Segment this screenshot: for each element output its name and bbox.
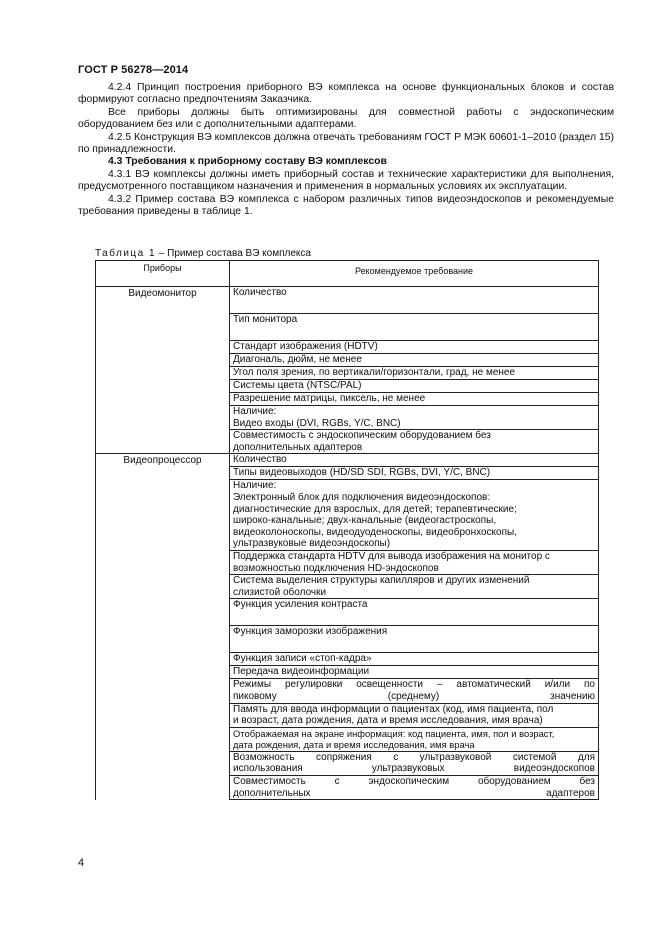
requirement-text: Тип монитора xyxy=(233,314,298,325)
table-header-row xyxy=(96,261,599,287)
table-caption-text: – Пример состава ВЭ комплекса xyxy=(156,248,311,259)
requirement-cell xyxy=(230,314,599,341)
requirement-cell xyxy=(230,575,599,599)
requirement-text: Отображаемая на экране информация: код пациента, имя, пол и возраст, дата рождения, дата и время исследования, имя врача xyxy=(233,727,555,751)
requirement-text: Система выделения структуры капилляров и других изменений слизистой оболочки xyxy=(233,575,530,598)
requirement-cell xyxy=(230,666,599,679)
requirement-text: Количество xyxy=(233,287,287,298)
requirement-text: Диагональ, дюйм, не менее xyxy=(233,354,362,365)
requirement-cell xyxy=(230,727,599,751)
requirement-text: Функция усиления контраста xyxy=(233,599,368,611)
section-heading-4-3: 4.3 Требования к приборному составу ВЭ комплексов xyxy=(108,156,387,168)
requirement-cell xyxy=(230,653,599,666)
requirement-text: Возможность сопряжения с ультразвуковой системой для использования ультразвуковых видеоэндоскопов xyxy=(233,751,595,775)
requirement-cell xyxy=(230,599,599,626)
requirement-cell xyxy=(230,430,599,454)
requirement-text: Системы цвета (NTSC/PAL) xyxy=(233,380,362,391)
table-caption-label: Таблица 1 xyxy=(95,248,157,259)
requirement-cell xyxy=(230,550,599,574)
table-caption xyxy=(95,248,311,260)
requirement-cell xyxy=(230,776,599,800)
requirement-text: Функция заморозки изображения xyxy=(233,626,388,638)
requirement-text: Режимы регулировки освещенности – автоматический и/или по пиковому (среднему) значению xyxy=(233,679,595,702)
paragraph-compatibility: Все приборы должны быть оптимизированы для совместной работы с эндоскопическим оборудованием без или с дополнительными адаптерами. xyxy=(78,106,614,131)
requirement-text: Угол поля зрения, по вертикали/горизонтали, град, не менее xyxy=(233,367,516,378)
paragraph-4-3-1: 4.3.1 ВЭ комплексы должны иметь приборный состав и технические характеристики для выполнения, предусмотренного поставщиком назначения и применения в нормальных условиях их эксплуатации. xyxy=(78,168,614,193)
page-number: 4 xyxy=(78,857,85,869)
requirement-text: Поддержка стандарта HDTV для вывода изображения на монитор с возможностью подключения HD-эндоскопов xyxy=(233,550,550,574)
table-row xyxy=(96,287,599,314)
column-header-devices: Приборы xyxy=(96,261,230,287)
page-header-standard: ГОСТ Р 56278—2014 xyxy=(78,64,189,76)
requirement-text: Совместимость с эндоскопическим оборудованием без дополнительных адаптеров xyxy=(233,430,491,453)
requirement-text: Функция записи «стоп-кадра» xyxy=(233,653,372,665)
requirement-cell xyxy=(230,393,599,406)
table-row xyxy=(96,454,599,467)
requirement-text: Типы видеовыходов (HD/SD SDI, RGBs, DVI, Y/C, BNC) xyxy=(233,467,491,479)
requirement-cell xyxy=(230,480,599,551)
requirement-text: Стандарт изображения (HDTV) xyxy=(233,341,378,352)
requirement-text: Наличие: Видео входы (DVI, RGBs, Y/C, BNC) xyxy=(233,406,401,429)
requirement-cell xyxy=(230,287,599,314)
requirement-cell xyxy=(230,341,599,354)
requirement-cell xyxy=(230,467,599,480)
body-text xyxy=(78,82,614,218)
requirement-text: Наличие: Электронный блок для подключения видеоэндоскопов: диагностические для взрослых, для детей; терапевтические; широко-канальные; двух-канальные (видеогастроскопы, видеоколоноскопы, видеодуоденоскопы, видеобронхоскопы, ультразвуковые видеоэндоскопы) xyxy=(233,480,517,550)
requirement-cell xyxy=(230,703,599,727)
paragraph-4-2-5: 4.2.5 Конструкция ВЭ комплексов должна отвечать требованиям ГОСТ Р МЭК 60601-1–2010 (раздел 15) по принадлежности. xyxy=(78,131,614,156)
requirement-text: Память для ввода информации о пациентах (код, имя пациента, пол и возраст, дата рождения, дата и время исследования, имя врача) xyxy=(233,703,554,727)
requirement-cell xyxy=(230,406,599,430)
paragraph-4-2-4: 4.2.4 Принцип построения приборного ВЭ комплекса на основе функциональных блоков и состав формируют согласно предпочтениям Заказчика. xyxy=(78,82,614,106)
requirement-cell xyxy=(230,626,599,653)
requirement-cell xyxy=(230,751,599,775)
device-cell-videomonitor: Видеомонитор xyxy=(96,287,230,454)
requirement-cell xyxy=(230,367,599,380)
devices-table xyxy=(95,260,599,800)
requirement-text: Разрешение матрицы, пиксель, не менее xyxy=(233,393,426,404)
requirement-cell xyxy=(230,454,599,467)
requirement-cell xyxy=(230,354,599,367)
requirement-cell xyxy=(230,679,599,703)
paragraph-4-3-2: 4.3.2 Пример состава ВЭ комплекса с набором различных типов видеоэндоскопов и рекомендуемые требования приведены в таблице 1. xyxy=(78,193,614,218)
requirement-text: Передача видеоинформации xyxy=(233,666,370,678)
requirement-text: Совместимость с эндоскопическим оборудованием без дополнительных адаптеров xyxy=(233,776,595,799)
requirement-text: Количество xyxy=(233,454,287,466)
device-cell-videoprocessor: Видеопроцессор xyxy=(96,454,230,800)
column-header-requirement: Рекомендуемое требование xyxy=(230,261,599,287)
requirement-cell xyxy=(230,380,599,393)
